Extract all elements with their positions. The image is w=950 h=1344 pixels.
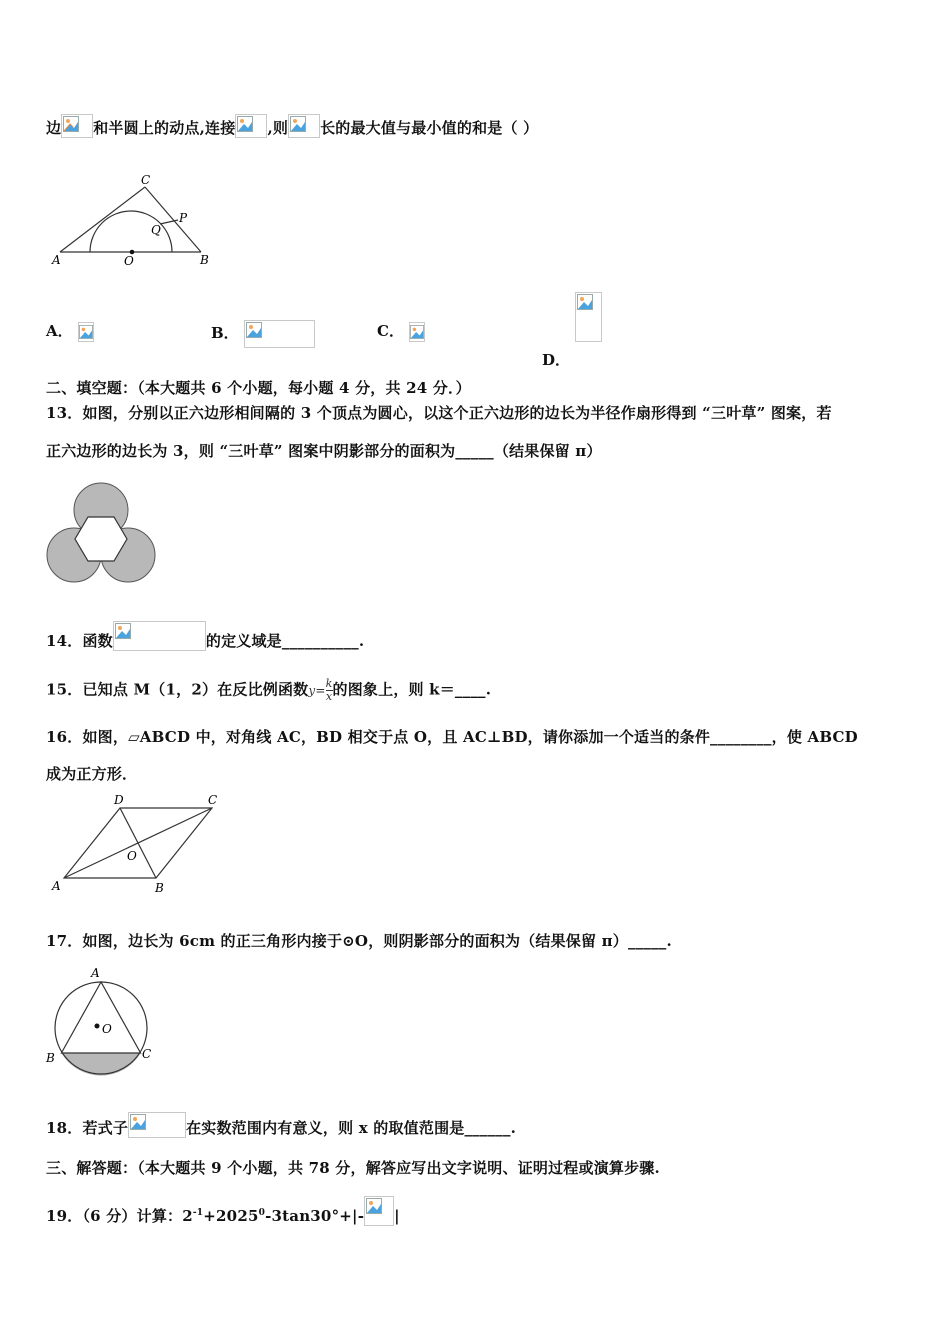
label-D: D: [114, 793, 124, 807]
image-placeholder-icon: [409, 322, 425, 342]
q13-line-2: 正六边形的边长为 3，则 “三叶草” 图案中阴影部分的面积为_____（结果保留 π）: [46, 442, 602, 460]
image-placeholder-icon: [575, 292, 602, 342]
option-letter: A．: [46, 322, 73, 340]
label-B: B: [200, 253, 209, 267]
image-placeholder-icon: [288, 114, 320, 138]
label-A: A: [52, 253, 61, 267]
option-letter: B．: [211, 324, 239, 342]
q15-text-pre: 15．已知点 M（1，2）在反比例函数: [46, 680, 309, 699]
q16-line-2: 成为正方形．: [46, 765, 138, 783]
q12-text-3: ,则: [267, 119, 289, 137]
label-O: O: [127, 849, 137, 863]
q18-line: [46, 1112, 516, 1138]
q13-clover-figure: [44, 482, 160, 586]
label-P: P: [179, 211, 188, 225]
q14-text-post: 的定义域是__________.: [205, 632, 365, 650]
option-letter: C．: [377, 322, 404, 340]
section-3-heading: 三、解答题：（本大题共 9 个小题，共 78 分，解答应写出文字说明、证明过程或演算步骤.: [46, 1159, 660, 1177]
q14-line: [46, 621, 364, 651]
formula-eq: =: [315, 683, 326, 698]
q12-text-2: 和半圆上的动点,连接: [93, 119, 236, 137]
q12-option-d[interactable]: [542, 292, 602, 369]
section-2-heading: 二、填空题：（本大题共 6 个小题，每小题 4 分，共 24 分．）: [46, 379, 471, 397]
q17-line-1: 17．如图，边长为 6cm 的正三角形内接于⊙O，则阴影部分的面积为（结果保留 π）_____.: [46, 932, 672, 950]
q12-triangle-semicircle-figure: [48, 172, 218, 272]
q12-text-4: 长的最大值与最小值的和是（ ）: [320, 119, 539, 137]
q18-text-pre: 18．若式子: [46, 1119, 129, 1137]
q15-line: [46, 679, 491, 702]
image-placeholder-icon: [61, 114, 93, 138]
q12-stem: [46, 114, 538, 138]
formula-y: y: [308, 683, 316, 698]
fraction-numerator: k: [325, 677, 333, 690]
q13-line-1: 13．如图，分别以正六边形相间隔的 3 个顶点为圆心，以这个正六边形的边长为半径作扇形得到 “三叶草” 图案，若: [46, 404, 832, 422]
q18-text-post: 在实数范围内有意义，则 x 的取值范围是______.: [186, 1119, 517, 1137]
q12-option-b[interactable]: [211, 320, 315, 348]
option-letter: D．: [542, 351, 571, 369]
label-B: B: [46, 1051, 55, 1065]
image-placeholder-icon: [244, 320, 315, 348]
label-C: C: [142, 1047, 152, 1061]
q19-text-mid-2: -3tan30°+|-: [265, 1207, 365, 1225]
q19-superscript-1: -1: [192, 1208, 204, 1218]
q19-text-mid-1: +2025: [203, 1207, 259, 1225]
image-placeholder-icon: [364, 1196, 394, 1226]
label-Q: Q: [151, 223, 161, 237]
image-placeholder-icon: [78, 322, 94, 342]
q12-option-c[interactable]: [377, 320, 425, 342]
q16-line-1: 16．如图，▱ABCD 中，对角线 AC，BD 相交于点 O，且 AC⊥BD，请你添加一个适当的条件________，使 ABCD: [46, 728, 858, 746]
q19-text-pre: 19．（6 分）计算：2: [46, 1207, 193, 1225]
label-C: C: [208, 793, 218, 807]
q12-text-1: 边: [46, 119, 62, 137]
q16-rhombus-figure: [48, 790, 228, 898]
q19-line: [46, 1196, 400, 1226]
q19-text-post: |: [394, 1207, 400, 1225]
label-A: A: [91, 966, 100, 980]
label-A: A: [52, 879, 61, 893]
image-placeholder-icon: [113, 621, 206, 651]
label-O: O: [102, 1022, 112, 1036]
q14-text-pre: 14．函数: [46, 632, 113, 650]
q12-option-a[interactable]: [46, 320, 94, 342]
fraction-k-over-x: [326, 679, 333, 702]
q15-text-post: 的图象上，则 k＝____.: [332, 680, 492, 699]
fraction-denominator: x: [325, 690, 333, 703]
label-O: O: [124, 254, 134, 268]
image-placeholder-icon: [128, 1112, 186, 1138]
q19-superscript-2: 0: [258, 1208, 266, 1218]
label-B: B: [155, 881, 164, 895]
q17-inscribed-triangle-figure: [44, 964, 160, 1084]
label-C: C: [141, 173, 151, 187]
image-placeholder-icon: [235, 114, 267, 138]
